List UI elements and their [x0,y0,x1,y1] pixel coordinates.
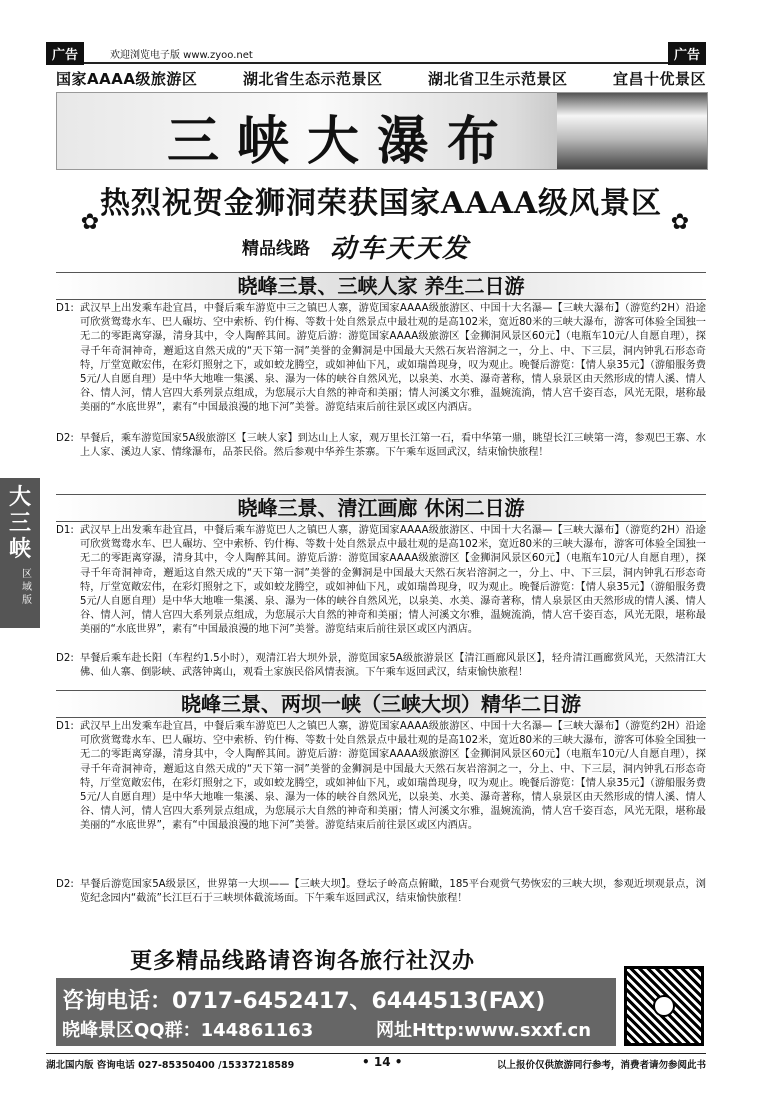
route-day [56,524,706,638]
route-title: 晓峰三景、清江画廊 休闲二日游 [56,494,706,522]
qr-code-icon [624,966,704,1046]
day-label: D2: [56,879,74,890]
page-footer [46,1053,706,1072]
slogan-item: 国家AAAA级旅游区 [56,70,198,88]
route-day [56,720,706,834]
day-text: 早餐后乘车赴长阳（车程约1.5小时），观清江岩大坝外景，游览国家5A级旅游景区【清江画廊风景区】，轻舟清江画廊赏风光，天然清江大佛、仙人寨、倒影峡、武落钟离山，观看土家族民俗风情表演。下午乘车返回武汉，结束愉快旅程！ [80,653,706,679]
lantern-icon: ✿ [80,210,100,235]
dongche-slogan: 动车天天发 [330,234,471,264]
route-day [56,878,706,906]
ad-tag-left: 广告 [46,42,84,65]
day-text: 武汉早上出发乘车赴宜昌，中餐后乘车游览巴人之镇巴人寨，游览国家AAAA级旅游区、中国十大名瀑—【三峡大瀑布】（游览约2H）沿途可欣赏鸳鸯水车、巴人碾坊、空中索桥、钓什梅、等数十处自然景点中最壮观的是高102米，宽近80米的三峡大瀑布，游客可体验全国独一无二的零距离穿瀑，清身其中，令人陶醉其间。游览后游：游览国家AAAA级旅游区【金狮洞风景区60元】（电瓶车10元/人自愿自理），探寻千年奇洞神奇，邂逅这自然天成的“天下第一洞”美誉的金狮洞是中国最大天然石灰岩溶洞之一，分上、中、下三层，洞内钟乳石形态奇特，厅堂宽敞宏伟，在彩灯照射之下，或如蛟龙腾空，或如神仙下凡，或如瑞兽现身，叹为观止。晚餐后游览：【情人泉35元】（游船服务费5元/人自愿自理）是中华大地唯一集溪、泉、瀑为一体的峡谷自然风光，以泉美、水美、瀑奇著称，情人泉景区由天然形成的情人溪、情人谷、情人河，情人宫四大系列景点组成，为您展示大自然的神奇和美丽；情人河溪文尔雅，温婉流淌，情人宫千姿百态，风光无限，堪称最美丽的“水底世界”，素有“中国最浪漫的地下河”美誉。游览结束后前往景区或区内酒店。 [80,721,706,832]
route-title: 晓峰三景、两坝一峡（三峡大坝）精华二日游 [56,690,706,718]
day-label: D2: [56,433,74,444]
route-day [56,652,706,680]
slogan-bar [56,68,706,89]
footer-left: 湖北国内版 咨询电话 027-85350400 /15337218589 [46,1060,295,1071]
sidebar-subtitle: 区域版 [22,569,32,606]
congrats-headline: 热烈祝贺金狮洞荣获国家AAAA级风景区 [99,186,663,221]
slogan-item: 宜昌十优景区 [612,70,706,88]
region-sidebar [0,478,40,628]
jingpin-label: 精品线路 [242,239,310,259]
sidebar-title: 大三峡 [8,484,31,562]
day-label: D1: [56,525,74,536]
route-day [56,432,706,460]
slogan-item: 湖北省生态示范景区 [242,70,383,88]
slogan-item: 湖北省卫生示范景区 [427,70,568,88]
lantern-icon: ✿ [670,210,690,235]
hero-title: 三峡大瀑布 [167,111,518,172]
hero-banner [56,92,708,170]
site-url: 欢迎浏览电子版 www.zyoo.net [110,50,253,61]
day-text: 武汉早上出发乘车赴宜昌，中餐后乘车游览巴人之镇巴人寨，游览国家AAAA级旅游区、中国十大名瀑—【三峡大瀑布】（游览约2H）沿途可欣赏鸳鸯水车、巴人碾坊、空中索桥、钓什梅、等数十处自然景点中最壮观的是高102米，宽近80米的三峡大瀑布，游客可体验全国独一无二的零距离穿瀑，清身其中，令人陶醉其间。游览后游：游览国家AAAA级旅游区【金狮洞风景区60元】（电瓶车10元/人自愿自理），探寻千年奇洞神奇，邂逅这自然天成的“天下第一洞”美誉的金狮洞是中国最大天然石灰岩溶洞之一，分上、中、下三层，洞内钟乳石形态奇特，厅堂宽敞宏伟，在彩灯照射之下，或如蛟龙腾空，或如神仙下凡，或如瑞兽现身，叹为观止。晚餐后游览：【情人泉35元】（游船服务费5元/人自愿自理）是中华大地唯一集溪、泉、瀑为一体的峡谷自然风光，以泉美、水美、瀑奇著称，情人泉景区由天然形成的情人溪、情人谷、情人河，情人宫四大系列景点组成，为您展示大自然的神奇和美丽；情人河溪文尔雅，温婉流淌，情人宫千姿百态，风光无限，堪称最美丽的“水底世界”，素有“中国最浪漫的地下河”美誉。游览结束后前往景区或区内酒店。 [80,525,706,636]
more-routes-banner: 更多精品线路请咨询各旅行社汉办 [130,949,476,974]
footer-disclaimer: 以上报价仅供旅游同行参考，消费者请勿参阅此书 [496,1060,706,1071]
ad-tag-right: 广告 [668,42,706,65]
qr-logo-icon [653,995,675,1017]
page-header [46,42,706,64]
contact-panel [56,978,616,1046]
day-text: 早餐后，乘车游览国家5A级旅游区【三峡人家】到达山上人家，观万里长江第一石，看中华第一鼎，眺望长江三峡第一湾，参观巴王寨、水上人家、溪边人家、情缘瀑布，品茶民俗。然后参观中华养生茶寨。下午乘车返回武汉，结束愉快旅程！ [80,433,706,459]
contact-phone: 咨询电话：0717-6452417、6444513(FAX) [62,989,546,1014]
waterfall-photo [557,93,707,169]
route-day [56,302,706,416]
day-text: 早餐后游览国家5A级景区，世界第一大坝——【三峡大坝】。登坛子岭高点俯瞰，185平台观赏气势恢宏的三峡大坝，参观近坝观景点，浏览纪念园内“截流”长江巨石于三峡坝体截流场面。下午乘车返回武汉，结束愉快旅程！ [80,879,706,905]
day-label: D2: [56,653,74,664]
day-label: D1: [56,303,74,314]
route-title: 晓峰三景、三峡人家 养生二日游 [56,272,706,300]
day-label: D1: [56,721,74,732]
contact-website: 网址Http:www.sxxf.cn [376,1020,592,1041]
day-text: 武汉早上出发乘车赴宜昌，中餐后乘车游览中三之镇巴人寨，游览国家AAAA级旅游区、中国十大名瀑—【三峡大瀑布】（游览约2H）沿途可欣赏鸳鸯水车、巴人碾坊、空中索桥、钓什梅、等数十处自然景点中最壮观的是高102米，宽近80米的三峡大瀑布，游客可体验全国独一无二的零距离穿瀑，清身其中，令人陶醉其间。游览后游：游览国家AAAA级旅游区【金狮洞风景区60元】（电瓶车10元/人自愿自理），探寻千年奇洞神奇，邂逅这自然天成的“天下第一洞”美誉的金狮洞是中国最大天然石灰岩溶洞之一，分上、中、下三层，洞内钟乳石形态奇特，厅堂宽敞宏伟，在彩灯照射之下，或如蛟龙腾空，或如神仙下凡，或如瑞兽现身，叹为观止。晚餐后游览：【情人泉35元】（游船服务费5元/人自愿自理）是中华大地唯一集溪、泉、瀑为一体的峡谷自然风光，以泉美、水美、瀑奇著称，情人泉景区由天然形成的情人溪、情人谷、情人河，情人宫四大系列景点组成，为您展示大自然的神奇和美丽；情人河溪文尔雅，温婉流淌，情人宫千姿百态，风光无限，堪称最美丽的“水底世界”，素有“中国最浪漫的地下河”美誉。游览结束后前往景区或区内酒店。 [80,303,706,414]
contact-qq: 晓峰景区QQ群：144861163 [62,1020,314,1041]
page-number: • 14 • [362,1055,403,1069]
